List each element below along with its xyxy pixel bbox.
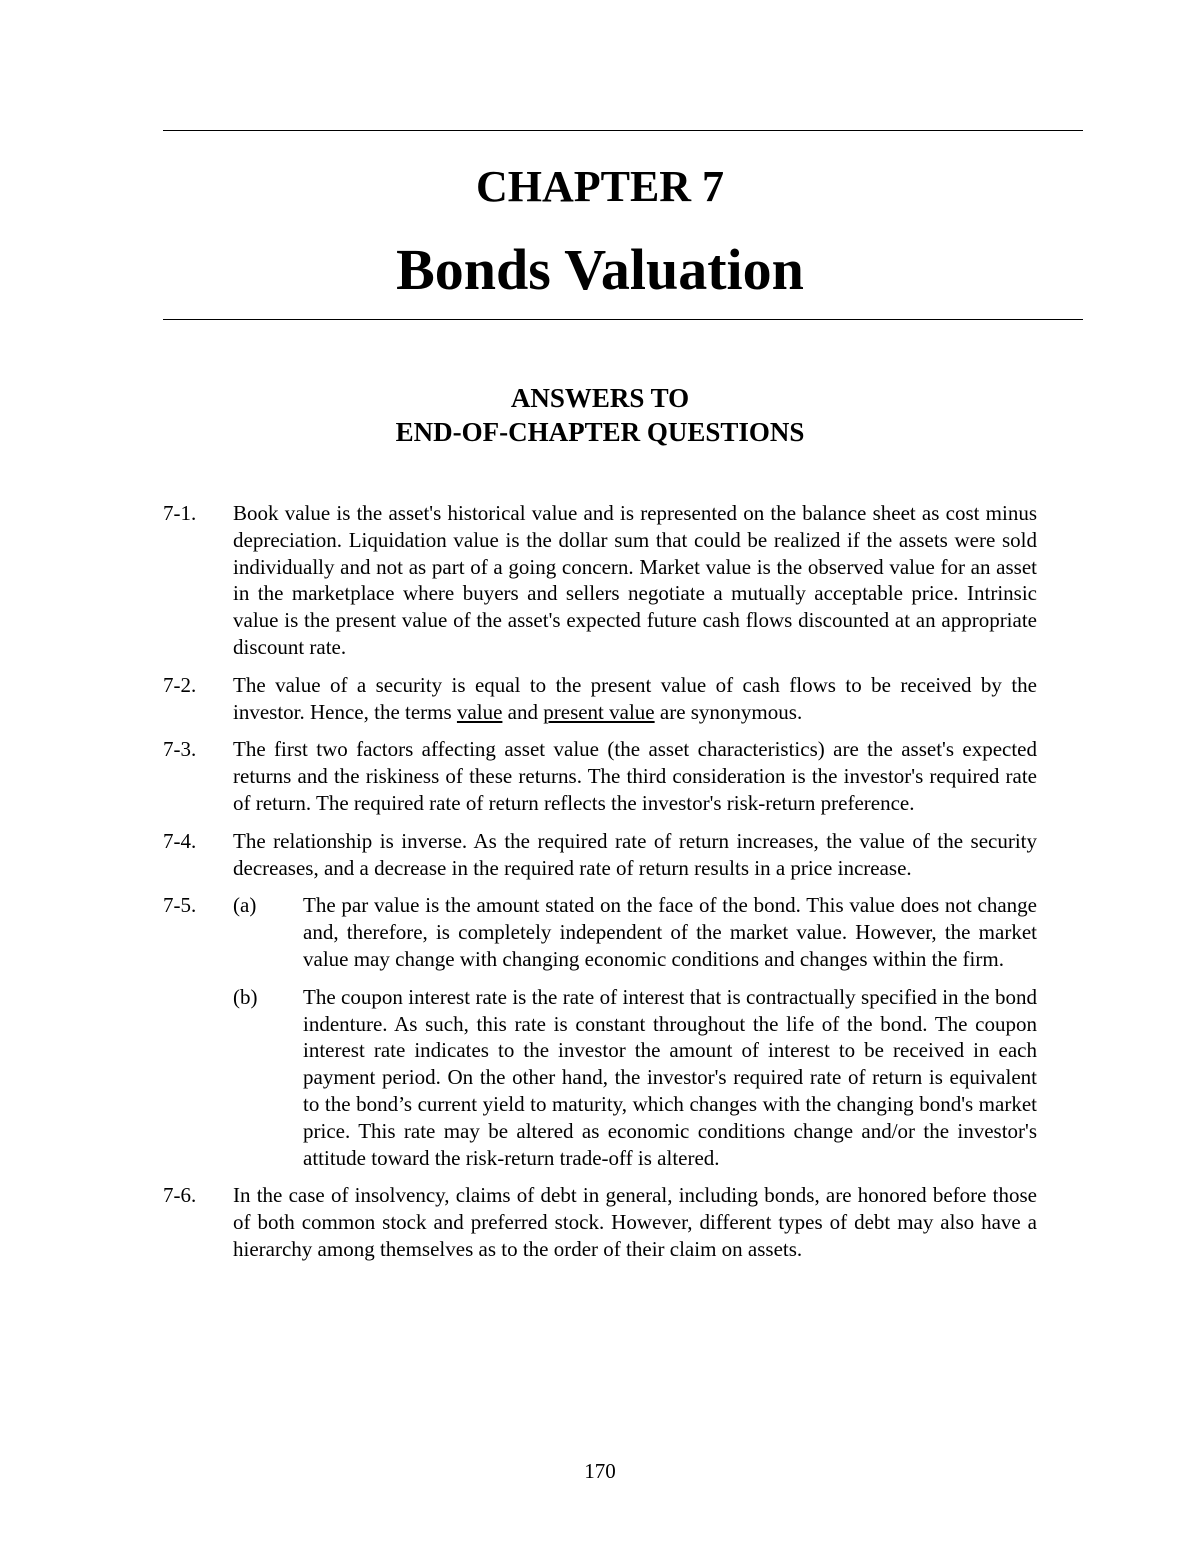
answer-subpart-b: [233, 984, 1037, 1172]
answer-text: The first two factors affecting asset value (the asset characteristics) are the asset's expected returns and the riskiness of these returns. The third consideration is the investor's required rate of return. The required rate of return reflects the investor's risk-return preference.: [233, 737, 1037, 815]
section-heading-line-2: END-OF-CHAPTER QUESTIONS: [395, 417, 805, 447]
answer-number: 7-2.: [163, 672, 197, 697]
answer-text-part: are synonymous.: [654, 699, 803, 724]
subpart-text: The par value is the amount stated on the face of the bond. This value does not change and, therefore, is completely independent of the market value. However, the market value may change with changing economic conditions and changes within the firm.: [303, 893, 1037, 971]
answer-number: 7-6.: [163, 1183, 197, 1208]
answer-number: 7-3.: [163, 737, 197, 762]
answer-7-3: [163, 736, 1037, 816]
section-heading: [0, 381, 1200, 449]
answer-text: The relationship is inverse. As the required rate of return increases, the value of the security decreases, and a decrease in the required rate of return results in a price increase.: [233, 828, 1037, 880]
answer-text: In the case of insolvency, claims of debt in general, including bonds, are honored before those of both common stock and preferred stock. However, different types of debt may also have a hierarchy among themselves as to the order of their claim on assets.: [233, 1183, 1037, 1261]
underlined-term-present-value: present value: [543, 699, 655, 724]
answer-subparts: [233, 892, 1037, 1171]
answer-text: Book value is the asset's historical value and is represented on the balance sheet as cost minus depreciation. Liquidation value is the dollar sum that could be realized if the assets were sold individually and not as part of a going concern. Market value is the observed value for an asset in the marketplace where buyers and sellers negotiate a mutually acceptable price. Intrinsic value is the present value of the asset's expected future cash flows discounted at an appropriate discount rate.: [233, 501, 1037, 659]
subpart-letter: (b): [233, 984, 258, 1009]
answer-7-2: [163, 672, 1037, 726]
subpart-letter: (a): [233, 893, 257, 918]
bottom-horizontal-rule: [163, 319, 1083, 320]
answer-7-5: [163, 892, 1037, 1171]
answer-7-6: [163, 1182, 1037, 1262]
chapter-title: Bonds Valuation: [396, 237, 804, 302]
section-heading-line-1: ANSWERS TO: [510, 383, 690, 413]
subpart-text: The coupon interest rate is the rate of interest that is contractually specified in the bond indenture. As such, this rate is constant throughout the life of the bond. The coupon interest rate indicates to the investor the amount of interest to be received in each payment period. On the other hand, the investor's required rate of return is equivalent to the bond’s current yield to maturity, which changes with the changing bond's market price. This rate may be altered as economic conditions change and/or the investor's attitude toward the risk-return trade-off is altered.: [303, 984, 1037, 1170]
answer-text: [233, 672, 1037, 726]
page-number: 170: [584, 1459, 616, 1483]
answer-number: 7-4.: [163, 828, 197, 853]
answer-subpart-a: [233, 892, 1037, 972]
underlined-term-value: value: [456, 699, 503, 724]
answer-text-part: and: [502, 699, 544, 724]
answers-list: [163, 500, 1037, 1274]
top-horizontal-rule: [163, 130, 1083, 131]
chapter-label: CHAPTER 7: [475, 162, 725, 211]
answer-7-1: [163, 500, 1037, 661]
answer-7-4: [163, 828, 1037, 882]
answer-text-part: The value of a security is equal to the present value of cash flows to be received by the investor. Hence, the terms: [233, 672, 1037, 724]
answer-number: 7-1.: [163, 501, 197, 525]
answer-number: 7-5.: [163, 893, 197, 918]
